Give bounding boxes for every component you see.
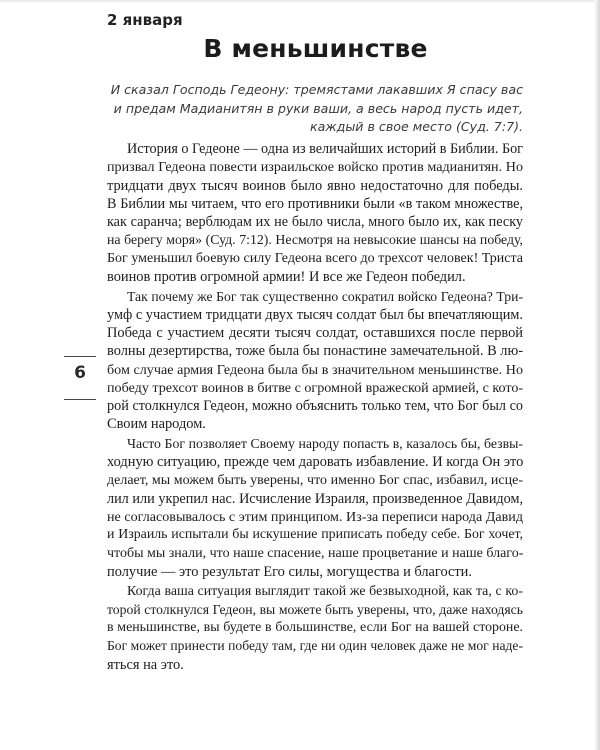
- epigraph-line: И сказал Господь Гедеону: тремястами лакавших Я спасу вас: [110, 82, 523, 97]
- text-line: рой столкнулся Гедеон, можно объяснить только тем, что Бог был со: [107, 398, 523, 414]
- scan-edge-right: [594, 0, 600, 750]
- page-title: В меньшинстве: [203, 34, 428, 63]
- paragraph-4: [107, 583, 523, 674]
- text-line: победу трехсот воинов в битве с огромной вражеской армией, с кото-: [107, 379, 524, 396]
- text-line: Бог уменьшил боевую силу Гедеона всего до трехсот человек! Триста: [107, 250, 523, 266]
- text-line: бом случае армия Гедеона была бы в значительном меньшинстве. Но: [107, 361, 523, 378]
- page-number-box: [64, 356, 96, 400]
- text-line: Так почему же Бог так существенно сократил войско Гедеона? Три-: [127, 288, 523, 304]
- text-line: В Библии мы читаем, что его противники были «в таком множестве,: [107, 195, 523, 212]
- text-line: Когда ваша ситуация выглядит такой же безвыходной, как та, с ко-: [127, 583, 523, 599]
- text-line: тридцати двух тысяч воинов было явно недостаточно для победы.: [107, 177, 523, 194]
- text-line: Своим народом.: [107, 416, 206, 433]
- paragraph-3: [107, 435, 523, 581]
- text-line: умф с участием тридцати двух тысяч солдат был бы впечатляющим.: [107, 306, 523, 323]
- text-line: Победа с участием десяти тысяч солдат, оставшихся после первой: [107, 325, 523, 341]
- text-line: на берегу моря» (Суд. 7:12). Несмотря на невысокие шансы на победу,: [107, 232, 523, 248]
- text-line: ходную ситуацию, прежде чем даровать избавление. И когда Он это: [107, 454, 524, 471]
- epigraph: [107, 81, 523, 137]
- text-line: чтобы мы знали, что наше спасение, наше процветание и наше благо-: [107, 545, 524, 561]
- text-line: Часто Бог позволяет Своему народу попасть в, казалось бы, безвы-: [127, 436, 523, 451]
- text-line: получие — это результат Его силы, могущества и благости.: [107, 563, 472, 580]
- text-line: яться на это.: [107, 656, 184, 673]
- page-date: 2 января: [107, 11, 183, 29]
- text-line: призвал Гедеона повести израильское войско против мадианитян. Но: [107, 159, 523, 176]
- body-text: [107, 140, 523, 675]
- text-line: Бог может принести победу там, где ни один человек даже не мог наде-: [107, 638, 523, 654]
- epigraph-line: и предам Мадианитян в руки ваши, а весь народ пусть идет,: [113, 100, 523, 116]
- paragraph-2: [107, 288, 523, 434]
- paragraph-1: [107, 140, 523, 286]
- text-line: воинов против огромной армии! И все же Гедеон победил.: [107, 268, 466, 285]
- text-line: торой столкнулся Гедеон, вы можете быть уверены, что, даже находясь: [107, 601, 523, 617]
- text-line: и Израиль испытали бы искушение приписать победу себе. Бог хочет,: [107, 527, 523, 543]
- text-line: волны дезертирства, тоже была бы понастине замечательной. В лю-: [107, 343, 523, 360]
- text-line: в меньшинстве, вы будете в большинстве, если Бог на вашей стороне.: [107, 620, 523, 635]
- text-line: лил или укрепил нас. Исчисление Израиля, произведенное Давидом,: [107, 490, 523, 507]
- epigraph-line: каждый в свое место (Суд. 7:7).: [309, 119, 523, 134]
- text-line: История о Гедеоне — одна из величайших историй в Библии. Бог: [127, 141, 524, 157]
- text-line: не согласовывалось с этим принципом. Из-за переписи народа Давид: [107, 509, 523, 525]
- text-line: делает, мы можем быть уверены, что именно Бог спас, избавил, исце-: [107, 472, 523, 488]
- page-number: 6: [74, 363, 86, 383]
- text-line: как саранча; верблюдам их не было числа, много было их, как песку: [107, 214, 523, 230]
- scan-edge-top: [0, 0, 600, 3]
